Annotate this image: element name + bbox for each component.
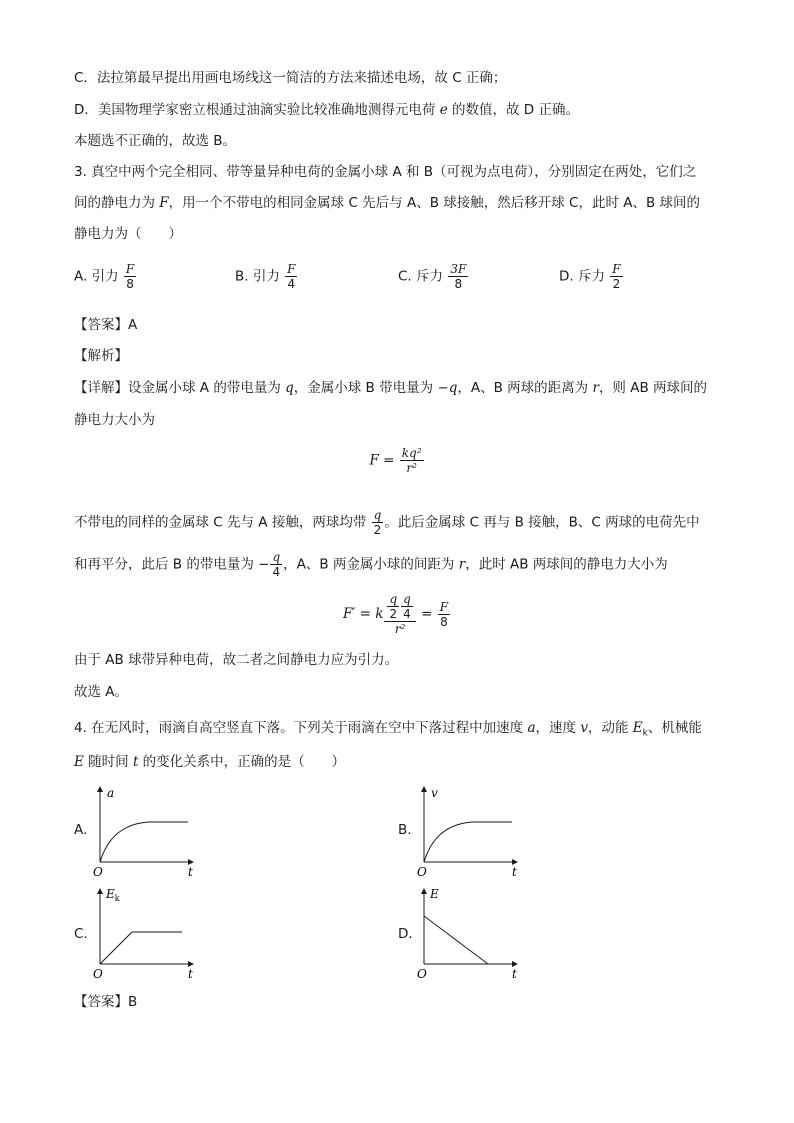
detail-line-5: 由于 AB 球带异种电荷，故二者之间静电力应为引力。 <box>74 652 399 668</box>
text-seg: 不带电的同样的金属球 C 先与 A 接触，两球均带 <box>74 514 371 531</box>
fraction <box>285 262 297 291</box>
answer-value: A <box>128 317 138 333</box>
frac-num: q <box>373 508 382 522</box>
text-seg: ，A、B 两球的距离为 <box>457 380 593 396</box>
graph-d <box>414 884 524 982</box>
equals: = <box>378 452 399 469</box>
q3-line-1: 3. 真空中两个完全相同、带等量异种电荷的金属小球 A 和 B（可视为点电荷），分别固定在两处，它们之 <box>74 164 697 180</box>
var-E: E <box>74 754 84 770</box>
formula-lhs: F <box>369 452 379 469</box>
var-a: a <box>527 720 536 736</box>
q3-option-c <box>398 262 469 291</box>
frac-num: F <box>287 262 296 276</box>
frac-den: 2 <box>389 607 398 621</box>
equals: = <box>416 606 437 622</box>
analysis-heading: 【解析】 <box>74 348 128 364</box>
frac-num: q <box>272 550 281 564</box>
var-neg-q: −q <box>437 380 458 396</box>
y-label-main: E <box>106 887 115 901</box>
detail-line-3 <box>74 508 700 537</box>
var-e: e <box>439 102 448 118</box>
minus: − <box>258 556 270 573</box>
frac-num: F <box>439 599 449 614</box>
var-r: r <box>458 556 466 573</box>
frac-num <box>384 592 415 622</box>
fraction <box>372 508 384 537</box>
formula-coulomb <box>0 446 794 475</box>
detail-line-2: 静电力大小为 <box>74 412 155 428</box>
y-label: E <box>430 887 439 901</box>
frac-num: 3F <box>450 262 467 276</box>
frac-num: F <box>612 262 621 276</box>
text-seg: ，速度 <box>535 720 581 736</box>
var-E: E <box>632 720 643 736</box>
option-label: B. 引力 <box>235 268 280 285</box>
fraction <box>610 262 622 291</box>
x-label: t <box>512 865 517 879</box>
text-seg: 【详解】设金属小球 A 的带电量为 <box>74 380 286 396</box>
fraction <box>401 592 413 621</box>
curve <box>100 932 182 964</box>
text-seg: 。此后金属球 C 再与 B 接触，B、C 两球的电荷先中 <box>384 514 700 531</box>
x-label: t <box>188 967 193 981</box>
frac-den: r² <box>406 461 417 475</box>
subscript-k: k <box>642 728 648 739</box>
answer-value: B <box>128 994 138 1010</box>
text-seg: ，用一个不带电的相同金属球 C 先后与 A、B 球接触，然后移开球 C，此时 A、B 球间的 <box>168 195 701 211</box>
detail-line-1 <box>74 378 707 398</box>
text-line-conclusion: 本题选不正确的，故选 B。 <box>74 133 237 149</box>
frac-den: 4 <box>272 565 281 579</box>
text-seg: ，A、B 两金属小球的间距为 <box>283 556 459 573</box>
text-seg: ，则 AB 两球间的 <box>598 380 708 396</box>
q3-option-b <box>235 262 298 291</box>
frac-den: 8 <box>454 277 463 291</box>
y-arrow-icon <box>97 786 103 792</box>
curve <box>100 822 188 862</box>
graph-b-label: B. <box>398 822 412 838</box>
x-label: t <box>512 967 517 981</box>
y-arrow-icon <box>97 888 103 894</box>
q4-line-1 <box>74 718 702 744</box>
q3-answer <box>74 315 137 335</box>
option-label: A. 引力 <box>74 268 119 285</box>
text-seg: ，金属小球 B 带电量为 <box>293 380 438 396</box>
option-label: D. 斥力 <box>559 268 605 285</box>
text-seg: 4. 在无风时，雨滴自高空竖直下落。下列关于雨滴在空中下落过程中加速度 <box>74 720 528 736</box>
var-r: r <box>592 380 599 396</box>
graph-a-label: A. <box>74 822 88 838</box>
q3-line-2 <box>74 193 700 213</box>
y-label: v <box>431 786 438 800</box>
answer-tag: 【答案】 <box>74 994 128 1010</box>
graph-d-label: D. <box>398 926 413 942</box>
detail-line-6: 故选 A。 <box>74 684 129 700</box>
q3-line-3: 静电力为（ ） <box>74 226 182 242</box>
text-seg: 随时间 <box>83 754 133 770</box>
q3-option-d <box>559 262 624 291</box>
fraction <box>124 262 136 291</box>
text-seg: ，此时 AB 两球间的静电力大小为 <box>465 556 668 573</box>
origin-label: O <box>93 865 103 879</box>
fraction <box>400 446 424 475</box>
x-label: t <box>188 865 193 879</box>
graph-c <box>90 884 200 982</box>
var-t: t <box>132 754 139 770</box>
curve <box>424 916 488 964</box>
text-seg: 、机械能 <box>647 720 702 736</box>
frac-num: q <box>389 592 398 606</box>
y-arrow-icon <box>421 786 427 792</box>
y-label: a <box>107 786 115 800</box>
frac-den: 8 <box>440 614 448 629</box>
frac-num: q <box>403 592 411 606</box>
graph-b <box>414 784 524 880</box>
origin-label: O <box>417 865 427 879</box>
text-seg: 间的静电力为 <box>74 195 160 211</box>
text-seg: ，动能 <box>587 720 633 736</box>
graph-a <box>90 784 200 880</box>
origin-label: O <box>93 967 103 981</box>
fraction <box>448 262 468 291</box>
var-F: F <box>159 195 169 211</box>
origin-label: O <box>417 967 427 981</box>
frac-num: F <box>125 262 135 276</box>
graph-c-label: C. <box>74 926 88 942</box>
detail-line-4 <box>74 550 668 579</box>
text-seg: D．美国物理学家密立根通过油滴实验比较准确地测得元电荷 <box>74 102 440 118</box>
frac-den: 2 <box>612 277 621 291</box>
var-v: v <box>580 720 588 736</box>
var-q: q <box>285 380 294 396</box>
y-arrow-icon <box>421 888 427 894</box>
fraction <box>438 600 450 629</box>
text-seg: 的数值，故 D 正确。 <box>447 102 579 118</box>
y-label <box>105 887 120 903</box>
frac-den: r² <box>394 622 406 636</box>
answer-tag: 【答案】 <box>74 317 128 333</box>
text-line-option-d <box>74 100 579 120</box>
formula-lhs: F′ = k <box>342 606 384 622</box>
curve <box>424 822 512 862</box>
text-seg: 的变化关系中，正确的是（ ） <box>138 754 346 770</box>
fraction <box>270 550 282 579</box>
y-label-sub: k <box>114 894 120 903</box>
fraction-compound <box>384 592 415 636</box>
q3-option-a <box>74 262 137 291</box>
option-label: C. 斥力 <box>398 268 444 285</box>
frac-den: 2 <box>373 523 382 537</box>
frac-den: 8 <box>126 277 134 291</box>
formula-result <box>0 592 794 636</box>
text-line-option-c: C．法拉第最早提出用画电场线这一简洁的方法来描述电场，故 C 正确； <box>74 70 507 86</box>
frac-num: kq² <box>401 446 422 460</box>
frac-den: 4 <box>287 277 296 291</box>
fraction <box>387 592 399 621</box>
frac-den: 4 <box>403 607 411 621</box>
q4-line-2 <box>74 752 345 772</box>
q4-answer <box>74 992 137 1012</box>
text-seg: 和再平分，此后 B 的带电量为 <box>74 556 259 573</box>
